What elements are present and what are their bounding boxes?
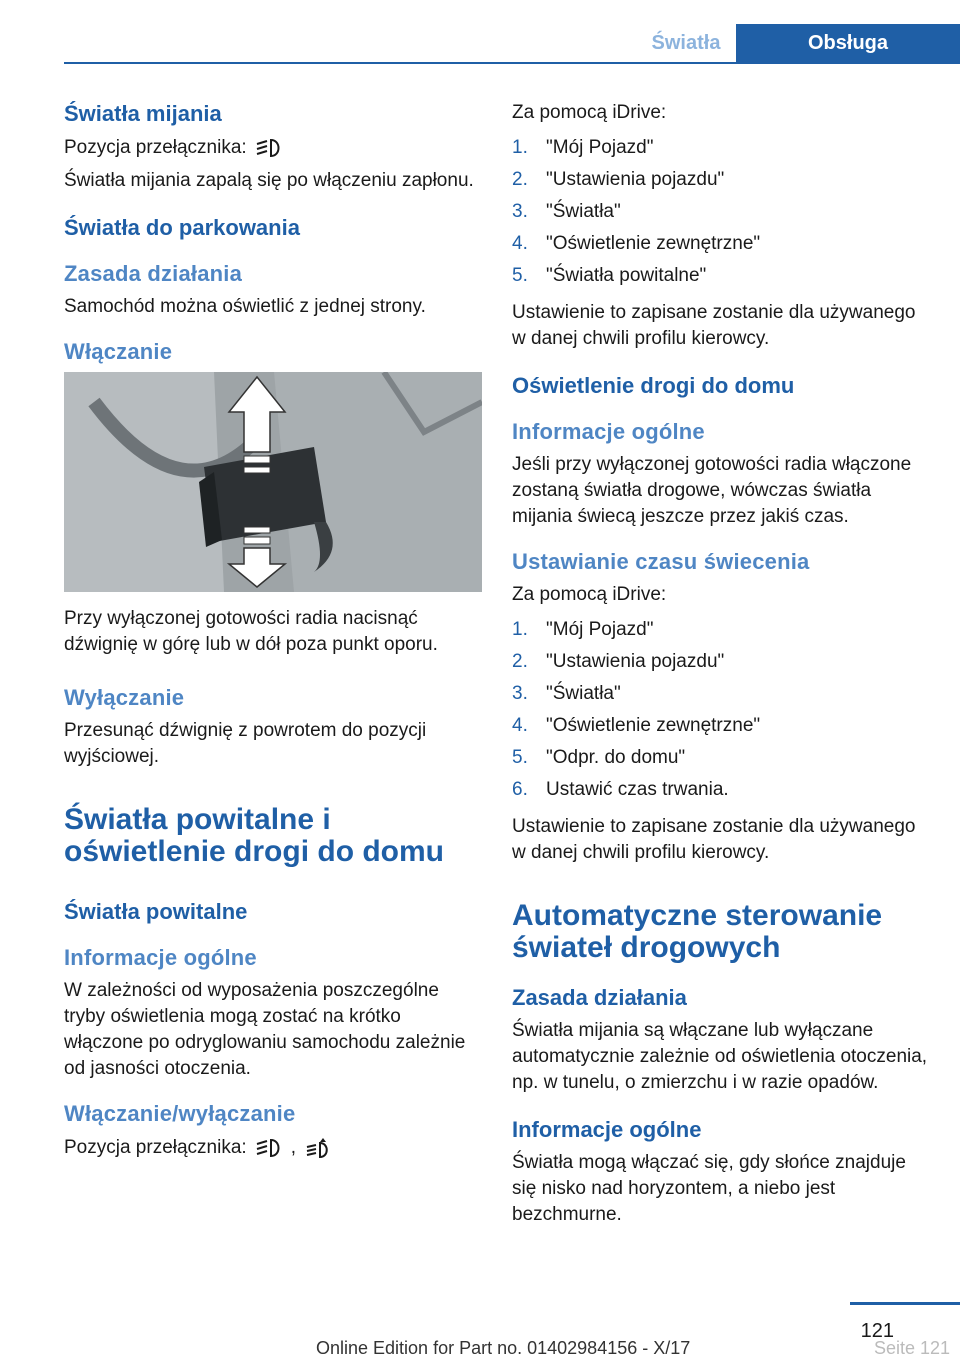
subsection-off: Wyłączanie (64, 685, 185, 710)
list-item (512, 260, 932, 292)
list-item-number: 4. (512, 233, 528, 254)
switch-label-2: Pozycja przełącznika: (64, 1137, 247, 1158)
header-rule (64, 62, 960, 64)
page-number: 121 (860, 1320, 894, 1342)
auto-principle-text: Światła mijania są włączane lub wyłączane automatycznie zależnie od oświetlenia otoczenia, np. w tunelu, o zmierzchu i w razie opadów. (512, 1020, 928, 1093)
list-item (512, 710, 932, 742)
edition-footer: Online Edition for Part no. 01402984156 - X/17 (316, 1338, 691, 1358)
list-item-text: "Mój Pojazd" (546, 137, 654, 158)
list-item-text: "Odpr. do domu" (546, 747, 686, 768)
steps-list-welcome (512, 132, 932, 292)
left-column (64, 100, 482, 1168)
parking-principle-text: Samochód można oświetlić z jednej strony. (64, 296, 426, 317)
list-item-number: 6. (512, 779, 528, 800)
auto-general-text: Światła mogą włączać się, gdy słońce znajduje się nisko nad horyzontem, a niebo jest bezchmurne. (512, 1152, 906, 1225)
list-item-number: 1. (512, 137, 528, 158)
list-item-number: 1. (512, 619, 528, 640)
steps-list-home (512, 614, 932, 806)
section-title-welcome: Światła powitalne (64, 899, 248, 924)
subsection-on: Włączanie (64, 339, 173, 364)
list-item (512, 742, 932, 774)
switch-position-line-2 (64, 1134, 482, 1162)
footer-rule (850, 1302, 960, 1305)
saved-text: Ustawienie to zapisane zostanie dla używanego w danej chwili profilu kierowcy. (512, 302, 916, 349)
parking-off-text: Przesunąć dźwignię z powrotem do pozycji wyjściowej. (64, 720, 427, 767)
chapter-title-welcome: Światła powitalne i oświetlenie drogi do domu (64, 803, 445, 868)
list-item-number: 4. (512, 715, 528, 736)
comma: , (290, 1137, 296, 1158)
right-column (512, 100, 932, 1234)
auto-headlight-icon (304, 1137, 332, 1159)
welcome-general-text: W zależności od wyposażenia poszczególne tryby oświetlenia mogą zostać na krótko włączone po odryglowaniu samochodu zależnie od jasności otoczenia. (64, 980, 466, 1079)
low-beam-text: Światła mijania zapalą się po włączeniu zapłonu. (64, 170, 474, 191)
list-item-number: 5. (512, 265, 528, 286)
idrive-label: Za pomocą iDrive: (512, 102, 667, 123)
list-item-text: "Ustawienia pojazdu" (546, 169, 725, 190)
section-title-auto-principle: Zasada działania (512, 985, 687, 1010)
list-item-number: 2. (512, 169, 528, 190)
subsection-onoff: Włączanie/wyłączanie (64, 1101, 296, 1126)
list-item (512, 196, 932, 228)
list-item-number: 3. (512, 201, 528, 222)
section-title-low-beam: Światła mijania (64, 101, 222, 126)
tab-swiatla[interactable]: Światła (636, 24, 736, 62)
section-title-parking: Światła do parkowania (64, 215, 300, 240)
list-item-text: "Światła" (546, 683, 621, 704)
list-item-text: "Mój Pojazd" (546, 619, 654, 640)
lever-photo (64, 372, 482, 592)
section-title-home: Oświetlenie drogi do domu (512, 373, 795, 398)
list-item (512, 614, 932, 646)
list-item (512, 164, 932, 196)
home-general-text: Jeśli przy wyłączonej gotowości radia włączone zostaną światła drogowe, wówczas światła mijania świecą jeszcze przez jakiś czas. (512, 454, 912, 527)
low-beam-icon (255, 137, 283, 159)
list-item (512, 132, 932, 164)
parking-on-text: Przy wyłączonej gotowości radia nacisnąć dźwignię w górę lub w dół poza punkt oporu. (64, 608, 438, 655)
tab-obsluga[interactable]: Obsługa (736, 24, 960, 62)
switch-position-line (64, 134, 482, 162)
subsection-general: Informacje ogólne (64, 945, 257, 970)
subsection-home-general: Informacje ogólne (512, 419, 705, 444)
list-item-number: 2. (512, 651, 528, 672)
list-item-text: "Światła powitalne" (546, 265, 707, 286)
watermark: Seite 121 (873, 1338, 950, 1358)
idrive-label-2: Za pomocą iDrive: (512, 584, 667, 605)
list-item-number: 3. (512, 683, 528, 704)
low-beam-icon (255, 1137, 283, 1159)
list-item (512, 678, 932, 710)
list-item-text: "Ustawienia pojazdu" (546, 651, 725, 672)
list-item-text: "Światła" (546, 201, 621, 222)
list-item-text: "Oświetlenie zewnętrzne" (546, 233, 761, 254)
section-title-auto-general: Informacje ogólne (512, 1117, 702, 1142)
subsection-time: Ustawianie czasu świecenia (512, 549, 810, 574)
switch-label: Pozycja przełącznika: (64, 137, 247, 158)
list-item (512, 646, 932, 678)
saved-text-2: Ustawienie to zapisane zostanie dla używanego w danej chwili profilu kierowcy. (512, 816, 916, 863)
subsection-principle: Zasada działania (64, 261, 243, 286)
list-item (512, 774, 932, 806)
list-item-number: 5. (512, 747, 528, 768)
list-item (512, 228, 932, 260)
chapter-title-auto: Automatyczne sterowanie świateł drogowych (512, 899, 883, 964)
list-item-text: "Oświetlenie zewnętrzne" (546, 715, 761, 736)
list-item-text: Ustawić czas trwania. (546, 779, 729, 800)
